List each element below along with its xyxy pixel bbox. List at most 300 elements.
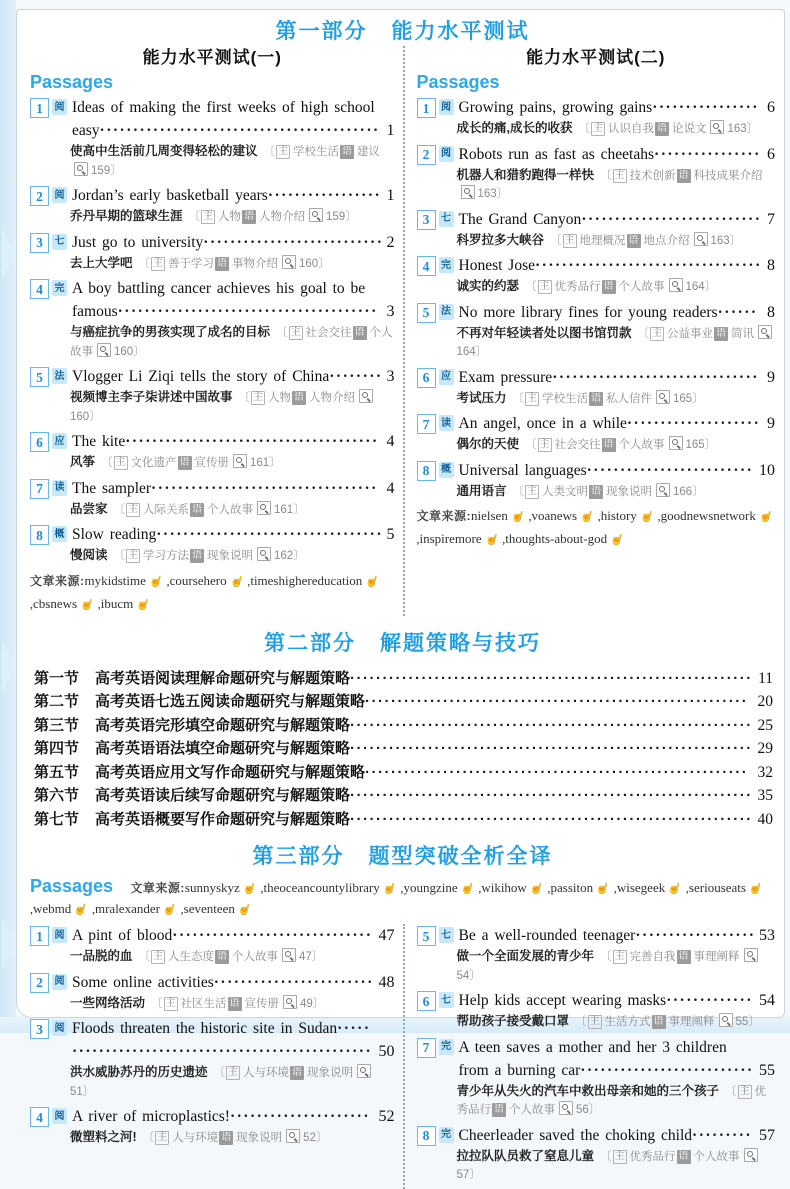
passage-title-line [72,184,384,207]
hand-cursor-icon: ☝ [666,881,684,897]
passage-number-badge: 7 [30,479,49,499]
genre-badge: 语 [653,1016,664,1027]
passage-number-badge: 1 [30,98,49,118]
passage-title-chinese: 做一个全面发展的青少年 [456,949,595,963]
part1-column-2 [403,46,776,616]
page-number: 54 [759,992,775,1009]
part1-name: 能力水平测试 [391,20,530,43]
topic-badge: 主 [614,1150,625,1162]
entry-badges [417,303,454,323]
genre-value: 个人故事 [618,439,665,451]
bracket-open: 〔 [600,169,612,182]
passage-title-line [72,430,384,453]
genre-badge: 语 [494,1104,504,1115]
magnifier-icon [710,120,724,134]
hand-cursor-icon: ☝ [747,881,765,897]
question-type-badge: 七 [52,234,67,250]
analysis-page-ref: 161〕 [274,503,305,516]
genre-badge: 语 [716,327,727,339]
tag-group [151,998,324,1010]
source-separator: , [610,881,617,895]
passage-title-chinese: 考试压力 [456,390,507,405]
topic-badge: 主 [153,951,164,962]
analysis-page-ref: 159〕 [326,211,357,223]
entry-badges [30,279,67,299]
chinese-subline [417,120,776,139]
chinese-subline [30,454,395,473]
toc-entry [30,1105,395,1148]
analysis-page-ref: 164〕 [456,346,488,358]
passage-title-line [72,1105,376,1128]
entry-badges [30,432,67,452]
analysis-page-ref: 49〕 [300,997,325,1010]
genre-badge: 语 [603,281,614,292]
source-item [33,902,95,916]
passage-title-chinese: 机器人和猎豹跑得一样快 [456,167,595,182]
question-type-badge: 读 [439,415,454,431]
genre-badge: 语 [292,1067,303,1078]
part2-label: 第二部分 [264,631,356,655]
entry-badges [30,1019,67,1039]
question-type-badge: 七 [439,211,454,227]
question-type-badge: 阅 [439,99,454,115]
source-name: voanews [531,508,578,523]
source-separator: , [177,902,184,916]
genre-value: 个人故事 [232,951,279,963]
genre-badge: 语 [229,997,240,1009]
source-item [33,597,101,611]
analysis-page-ref: 163〕 [710,234,742,247]
dot-leader: ​·​·​·​·​·​·​·​·​·​·​·​·​·​·​·​·​·​·​·​·​·​·​·​·​·​·​·​·​·​·​·​·​·​·​·​·​·​·​·​·​·​·​·​·​·​·​·​·​·​·​·​·​·​·​·​·​·​·​·​·​·​· [350,669,753,687]
magnifier-icon [744,1148,758,1162]
source-separator: , [30,902,33,916]
question-type-badge: 阅 [52,974,67,990]
dot-leader: ​·​·​·​·​·​·​·​·​·​·​·​·​·​·​·​·​·​·​·​·​·​·​·​·​·​·​·​·​·​·​·​·​·​·​·​·​·​·​· [117,303,378,320]
topic-badge: 主 [165,997,176,1009]
sources-line [30,570,395,616]
question-type-badge: 概 [439,462,454,478]
topic-badge: 主 [290,327,301,338]
passage-title-chinese: 成长的痛,成长的收获 [456,121,573,135]
toc-entry [417,1124,776,1185]
dot-leader: ​·​·​·​·​·​·​·​·​·​·​·​·​·​·​·​·​·​·​·​·​·​·​·​· [213,973,374,991]
topic-value: 技术创新 [629,169,676,182]
entry-badges [417,256,454,276]
analysis-page-ref: 57〕 [456,1169,481,1181]
passage-title-chinese: 帮助孩子接受戴口罩 [456,1014,570,1028]
source-name: cbsnews [33,595,78,611]
genre-value: 个人故事 [618,281,665,293]
chinese-subline [417,1013,776,1032]
chevron-decoration [2,640,15,692]
genre-value: 事理阐释 [668,1016,715,1028]
part3-column-2 [403,924,776,1189]
passage-title-chinese: 不再对年轻读者处以图书馆罚款 [456,325,632,340]
toc-entry [417,366,776,409]
question-type-badge: 阅 [52,187,67,203]
question-type-badge: 完 [439,257,454,273]
bracket-open: 〔 [238,392,251,404]
passage-title: Floods threaten the historic site in Sudan [72,1020,338,1037]
dot-leader: ​·​·​·​·​·​·​·​·​·​·​·​·​·​·​·​· [652,99,759,116]
topic-badge: 主 [128,550,139,561]
question-type-badge: 七 [439,992,454,1008]
passage-title-line [459,301,765,324]
passage-title-chinese: 慢阅读 [70,548,108,562]
passage-title: An angel, once in a while [458,415,627,432]
toc-entry [417,208,776,251]
passage-number-badge: 5 [417,303,436,323]
tag-group [189,211,357,223]
passage-title: Robots run as fast as cheetahs [458,145,655,163]
hand-cursor-icon: ☝ [228,573,246,590]
source-separator: , [94,596,101,611]
topic-value: 优秀品行 [456,1085,767,1116]
section-page-number: 40 [757,810,773,828]
topic-value: 人物 [268,392,292,404]
passage-number-badge: 4 [30,1107,49,1127]
genre-value: 个人故事 [693,1150,740,1163]
passage-title: Slow reading [72,526,157,543]
source-separator: , [30,596,33,611]
bracket-open: 〔 [525,439,537,451]
section-title: 高考英语语法填空命题研究与解题策略 [95,740,351,757]
section-row [34,690,773,714]
dot-leader: ​·​·​·​·​·​·​·​·​·​·​·​·​·​·​·​·​·​·​·​·​·​·​·​·​·​·​·​·​·​·​·​·​·​·​·​·​·​·​·​·​·​·​·​·​·​·​·​·​·​·​·​·​·​·​·​·​·​·​·​·​·​· [350,787,753,804]
section-title-line [95,667,755,691]
source-name: timeshighereducation [250,572,363,588]
topic-value: 文化遗产 [130,457,177,469]
bracket-open: 〔 [113,503,126,516]
bracket-open: 〔 [276,327,288,339]
passage-number-badge: 4 [30,279,49,299]
topic-badge: 主 [128,503,139,515]
genre-badge: 语 [221,1132,232,1143]
question-type-badge: 法 [52,368,67,384]
source-separator: , [654,509,661,523]
hand-cursor-icon: ☝ [528,881,546,897]
genre-value: 人物介绍 [309,392,356,404]
genre-badge: 语 [179,457,190,468]
source-name: inspiremore [419,531,482,546]
bracket-open: 〔 [512,485,525,498]
bracket-open: 〔 [263,146,276,158]
analysis-page-ref: 52〕 [303,1132,328,1144]
dot-leader: ​·​·​·​·​·​·​·​·​·​·​·​·​·​·​·​·​·​·​·​·​·​·​·​·​·​·​·​·​·​·​·​·​·​·​·​·​·​·​·​·​·​·​·​·​·​·​·​·​·​·​·​·​·​·​·​·​·​·​·​·​·​· [350,716,753,734]
passage-title-line [72,971,376,994]
genre-badge: 语 [603,439,614,450]
genre-badge: 语 [294,392,305,403]
source-separator: , [88,902,95,916]
hand-cursor-icon: ☝ [147,573,165,590]
passage-number-badge: 7 [417,1038,436,1058]
passage-title: A teen saves a mother and her 3 children from a burning car [458,1038,727,1079]
genre-value: 现象说明 [236,1132,283,1144]
entry-badges [30,479,67,499]
entry-badges [417,368,454,388]
entry-badges [417,145,454,165]
part3-name: 题型突破全析全译 [368,845,553,868]
entry-badges [417,210,454,230]
source-name: mykidstime [84,572,146,588]
topic-badge: 主 [527,392,538,404]
topic-value: 社会交往 [554,439,601,451]
chinese-subline [417,167,776,204]
topic-badge: 主 [539,281,550,292]
passage-title-line [459,1036,757,1082]
topic-badge: 主 [539,439,550,450]
source-item [601,509,661,523]
genre-value: 事理阐释 [693,951,740,963]
analysis-page-ref: 165〕 [673,392,704,405]
genre-badge: 语 [217,951,228,962]
analysis-page-ref: 163〕 [477,188,509,200]
analysis-page-ref: 55〕 [735,1016,760,1028]
passage-title-line [72,924,376,947]
section-page-number: 29 [757,740,773,757]
passage-number-badge: 2 [30,973,49,993]
part1-column-1 [30,46,403,616]
topic-value: 人生态度 [168,951,215,963]
page-number: 2 [386,233,395,251]
passage-title: The kite [72,433,126,450]
page-number: 52 [378,1108,395,1125]
passage-title-chinese: 与癌症抗争的男孩实现了成名的目标 [70,325,271,339]
chinese-subline [30,389,395,426]
part2-name: 解题策略与技巧 [380,631,541,655]
question-type-badge: 概 [52,526,67,542]
passage-number-badge: 8 [30,525,49,545]
toc-entry [30,365,395,426]
toc-entry [417,924,776,985]
hand-cursor-icon: ☝ [757,509,775,525]
chinese-subline [30,208,395,227]
section-title-line [95,761,754,785]
question-type-badge: 阅 [52,1108,67,1124]
entry-badges [30,186,67,206]
chinese-subline [417,948,776,985]
magnifier-icon [559,1101,573,1115]
part2-section-list [30,667,775,832]
dot-leader: ​·​·​·​·​·​·​·​·​·​·​·​·​·​·​·​·​·​·​·​·​·​·​·​·​·​·​·​·​·​·​·​·​·​· [534,257,762,274]
source-item [617,881,689,895]
page-number: 50 [378,1043,395,1060]
passage-title: Cheerleader saved the choking child [458,1126,693,1144]
chinese-subline [30,143,395,180]
passage-title-line [459,459,757,482]
passage-number-badge: 1 [417,98,436,118]
question-type-badge: 阅 [52,99,67,115]
topic-value: 善于学习 [168,257,215,270]
topic-value: 社会交往 [305,327,352,339]
genre-badge: 语 [217,257,228,269]
genre-badge: 语 [591,392,602,404]
source-item [420,532,506,546]
page-number: 8 [767,257,775,274]
chinese-subline [30,255,395,274]
dot-leader: ​·​·​·​·​·​·​·​·​·​·​·​·​·​·​·​·​·​·​·​·​·​·​·​·​·​·​·​·​·​· [172,927,373,944]
bracket-open: 〔 [138,951,151,963]
passage-title: A boy battling cancer achieves his goal to be famous [72,280,366,320]
tag-group [513,486,704,498]
part1-label: 第一部分 [275,20,368,43]
source-item [264,881,404,895]
magnifier-icon [719,1013,733,1027]
passage-number-badge: 5 [417,926,436,946]
tag-group [550,235,741,247]
magnifier-icon [694,232,708,246]
section-row [34,761,773,785]
passage-title: Jordan’s early basketball years [72,187,268,204]
passage-title: Some online activities [72,973,214,991]
passage-number-badge: 8 [417,1126,436,1146]
passage-title-line [72,1017,376,1063]
analysis-page-ref: 160〕 [114,345,145,358]
hand-cursor-icon: ☝ [78,596,96,613]
genre-value: 私人信件 [606,392,653,405]
chinese-subline [30,324,395,361]
passage-title-chinese: 偶尔的天使 [456,437,520,451]
tag-group [525,281,716,293]
dot-leader: ​·​·​·​·​·​·​·​·​·​·​·​·​·​·​·​·​·​·​·​·​·​·​·​·​·​·​·​·​·​·​· [552,368,759,386]
genre-badge: 语 [628,234,639,246]
passage-number-badge: 6 [417,368,436,388]
entry-badges [30,367,67,387]
section-label: 第三节 [34,716,80,734]
topic-badge: 主 [203,211,214,222]
magnifier-icon [74,162,88,176]
genre-badge: 语 [591,485,602,497]
passage-title: The Grand Canyon [458,210,582,228]
bracket-open: 〔 [637,327,650,340]
passage-number-badge: 1 [30,926,49,946]
page-number: 9 [767,368,775,386]
passage-title-chinese: 微塑料之河! [70,1130,137,1144]
toc-entry [30,96,395,180]
chevron-decoration [2,228,15,280]
section-row [34,737,773,761]
page-number: 9 [767,415,775,432]
source-name: passiton [550,880,594,895]
chinese-subline [417,232,776,251]
genre-value: 个人故事 [207,503,254,516]
section-title: 高考英语阅读理解命题研究与解题策略 [95,669,351,687]
analysis-page-ref: 166〕 [673,485,704,498]
dot-leader: ​·​·​·​·​·​·​·​·​·​·​·​·​·​·​·​·​·​·​·​·​·​·​·​·​·​·​·​·​·​·​·​·​·​·​·​·​·​·​·​·​·​·​·​·​·​·​·​·​·​·​·​·​·​·​·​·​·​·​·​·​·​· [350,740,753,757]
entry-list [417,924,776,1185]
topic-value: 学校生活 [542,392,589,405]
chinese-subline [30,1064,395,1101]
entry-list [417,96,776,501]
topic-badge: 主 [564,234,575,246]
genre-badge: 语 [678,169,689,181]
section-title: 高考英语概要写作命题研究与解题策略 [95,810,351,828]
tag-group [139,258,330,270]
entry-badges [417,1038,454,1058]
question-type-badge: 七 [439,927,454,943]
page-number: 1 [386,122,395,139]
hand-cursor-icon: ☝ [241,881,259,897]
genre-value: 事物介绍 [232,257,279,270]
passage-title-chinese: 品尝家 [70,501,108,516]
passage-title: A river of microplastics! [72,1108,230,1125]
page-number: 3 [386,303,395,320]
source-separator: , [397,881,404,895]
chinese-subline [417,325,776,362]
page-number: 48 [378,973,395,991]
source-item [505,532,625,546]
passage-number-badge: 8 [417,461,436,481]
passage-title: The sampler [72,479,152,497]
source-list [417,509,774,546]
topic-value: 人物 [218,211,242,223]
toc-entry [417,1036,776,1120]
topic-value: 优秀品行 [629,1150,676,1163]
genre-badge: 语 [678,1150,689,1162]
source-name: wikihow [481,880,527,895]
topic-value: 认识自我 [607,123,654,135]
bracket-open: 〔 [101,457,113,469]
toc-entry [417,459,776,502]
analysis-page-ref: 51〕 [70,1085,95,1098]
part3-header-line [30,875,775,920]
source-name: wisegeek [616,880,666,895]
genre-value: 简讯 [731,327,755,340]
section-row [34,667,773,691]
hand-cursor-icon: ☝ [509,509,527,525]
passage-title-line [72,231,384,254]
dot-leader: ​·​·​·​·​·​·​·​·​· [692,1126,753,1144]
dot-leader: ​·​·​·​·​·​·​·​·​·​·​·​·​·​·​·​·​·​·​·​·​·​·​·​·​·​·​· [581,210,762,228]
chinese-subline [417,390,776,409]
genre-value: 个人故事 [70,327,393,358]
dot-leader: ​·​·​·​·​·​·​·​·​·​·​·​·​·​·​·​·​·​·​·​·​·​·​·​·​· [586,461,754,479]
passage-title: Universal languages [458,461,587,479]
topic-badge: 主 [589,1016,600,1027]
page-number: 6 [767,145,775,163]
part2-title [30,630,775,658]
magnifier-icon [669,278,683,292]
section-title-line [95,690,754,714]
source-item [85,574,170,588]
toc-entry [30,184,395,227]
analysis-page-ref: 47〕 [299,951,324,963]
sources-label: 文章来源: [130,881,185,895]
source-separator: , [257,881,264,895]
tag-group [513,393,704,405]
passage-title-chinese: 洪水威胁苏丹的历史遗迹 [70,1065,208,1079]
page-number: 57 [759,1126,775,1144]
dot-leader: ​·​·​·​·​·​·​·​·​·​·​·​·​·​·​·​·​·​·​·​·​· [229,1108,371,1125]
part1-title [30,18,775,46]
analysis-page-ref: 56〕 [576,1104,601,1116]
entry-badges [417,991,454,1011]
passage-title-chinese: 去上大学吧 [70,255,133,270]
source-item [184,902,253,916]
bracket-open: 〔 [512,392,525,405]
tag-group [101,457,281,469]
source-name: youngzine [403,880,458,895]
source-separator: , [682,881,689,895]
source-item [551,881,617,895]
hand-cursor-icon: ☝ [459,881,476,897]
topic-badge: 主 [253,392,264,403]
chinese-subline [417,278,776,297]
dot-leader: ​·​·​·​·​·​·​·​·​·​·​·​·​·​·​·​·​·​·​·​·​·​·​·​·​·​· [580,1061,754,1079]
dot-leader: ​·​·​·​·​·​· [717,303,758,321]
section-label: 第六节 [34,787,80,804]
dot-leader: ​·​·​·​·​·​·​·​·​·​·​·​·​·​·​·​·​·​·​·​·​·​·​·​·​·​·​·​·​·​·​·​·​·​·​·​·​·​·​·​·​·​·​·​·​·​·​·​·​·​·​·​·​·​·​·​·​·​·​· [365,763,749,781]
